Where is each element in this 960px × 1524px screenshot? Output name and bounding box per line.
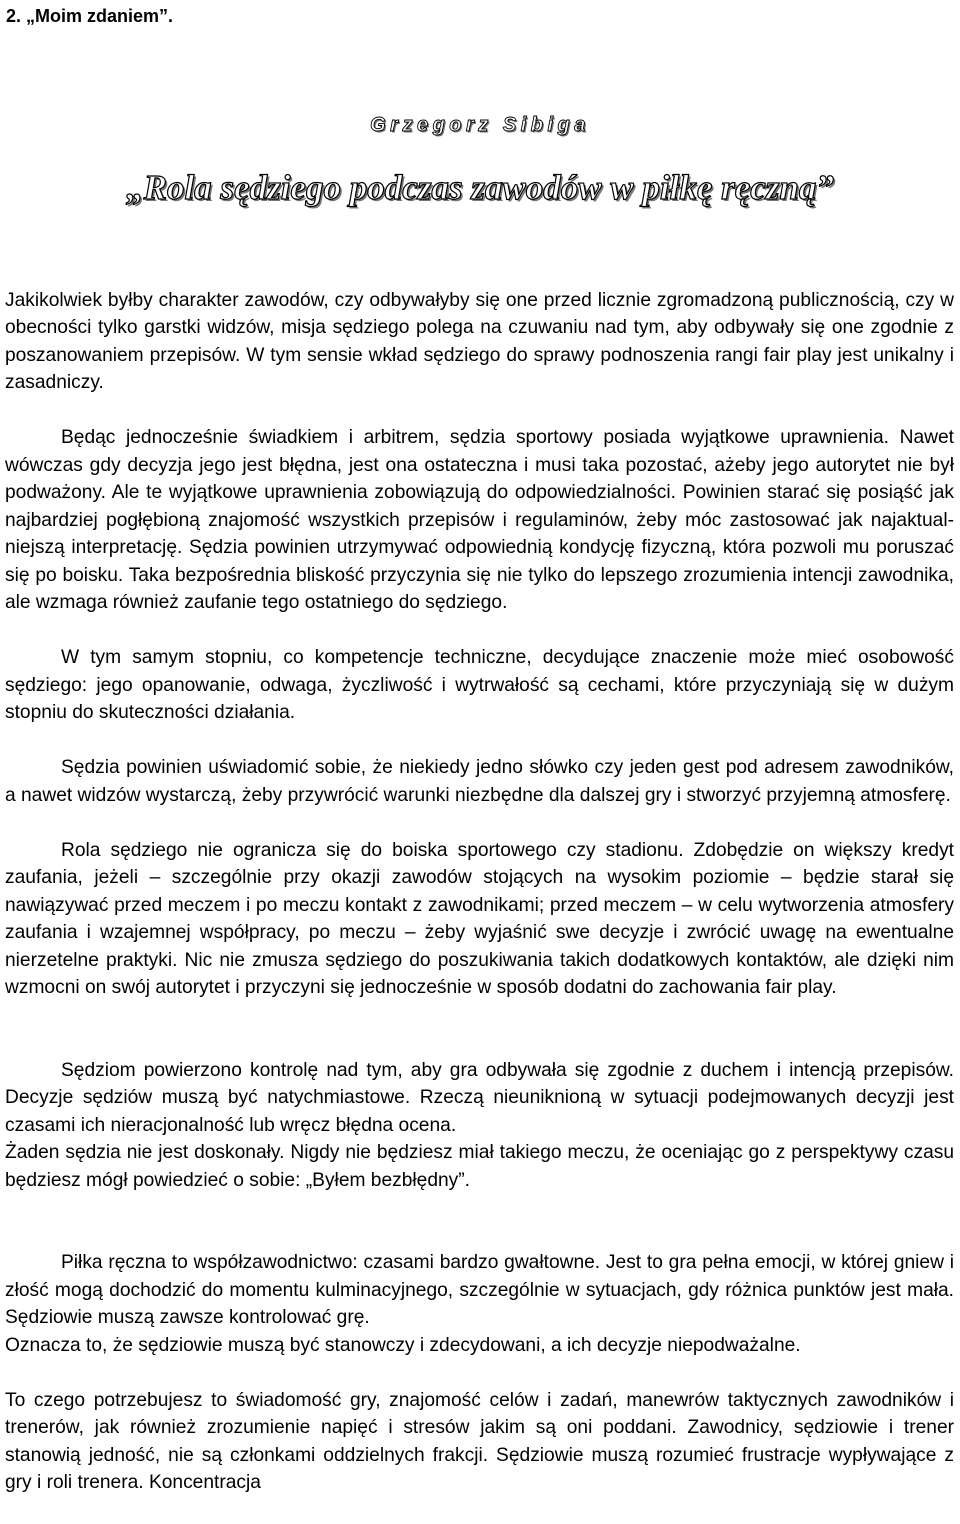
paragraph: Sędziom powierzono kontrolę nad tym, aby gra odbywała się zgodnie z duchem i intencją przepisów. Decyzje sędziów muszą być natychmiastowe. Rzeczą nieuniknioną w sytuacji podejmowanych decyzji jest czasami ich nieracjonalność lub wręcz błędna ocena. Żaden sędzia nie jest doskonały. Nigdy nie będziesz miał takiego meczu, że oceniając go z perspektywy czasu będziesz mógł powiedzieć o sobie: „Byłem bezbłędny”.: [5, 1059, 954, 1191]
section-heading: 2. „Moim zdaniem”.: [6, 6, 174, 26]
article-title: „Rola sędziego podczas zawodów w piłkę ręczną”: [126, 168, 834, 207]
author-name: Grzegorz Sibiga: [370, 114, 590, 136]
paragraph: Piłka ręczna to współzawodnictwo: czasami bardzo gwałtowne. Jest to gra pełna emocji, w której gniew i złość mogą dochodzić do momentu kulminacyjnego, szczególnie w sytuacjach, gdy różnica punktów jest mała. Sędziowie muszą zawsze kontrolować grę. Oznacza to, że sędziowie muszą być stanowczy i zdecydowani, a ich decyzje niepodważalne.: [5, 1252, 954, 1356]
paragraph: Jakikolwiek byłby charakter zawodów, czy odbywałyby się one przed licznie zgromadzoną publicznością, czy w obecności tylko garstki widzów, misja sędziego polega na czuwaniu nad tym, aby odbywały się one zgodnie z poszanowaniem przepisów. W tym sensie wkład sędziego do sprawy podnoszenia rangi fair play jest unikalny i zasadniczy.: [5, 289, 954, 393]
paragraph: W tym samym stopniu, co kompetencje techniczne, decydujące znaczenie może mieć osobowość sędziego: jego opanowanie, odwaga, życzliwość i wytrwałość są cechami, które przyczyniają się w dużym stopniu do skuteczności działania.: [5, 647, 954, 723]
paragraph: Będąc jednocześnie świadkiem i arbitrem, sędzia sportowy posiada wyjątkowe uprawnienia. Nawet wówczas gdy decyzja jego jest błędna, jest ona ostateczna i musi taka pozostać, ażeby jego autorytet nie był podważony. Ale te wyjątkowe uprawnienia zobowiązują do odpowiedzialności. Powinien starać się posiąść jak najbardziej pogłębioną znajomość wszystkich przepisów i regulaminów, żeby móc zastosować jak najaktualniejszą interpretację. Sędzia powinien utrzymywać odpowiednią kondycję fizyczną, która pozwoli mu poruszać się po boisku. Taka bezpośrednia bliskość przyczynia się nie tylko do lepszego zrozumienia intencji zawodnika, ale wzmaga również zaufanie tego ostatniego do sędziego.: [5, 427, 954, 613]
paragraph: Rola sędziego nie ogranicza się do boiska sportowego czy stadionu. Zdobędzie on większy kredyt zaufania, jeżeli – szczególnie przy okazji zawodów stojących na wysokim poziomie – będzie starał się nawiązywać przed meczem i po meczu kontakt z zawodnikami; przed meczem – w celu wytworzenia atmosfery zaufania i wzajemnej współpracy, po meczu – żeby wyjaśnić swe decyzje i zwrócić uwagę na ewentualne nierzetelne praktyki. Nic nie zmusza sędziego do poszukiwania takich dodatkowych kontaktów, ale dzięki nim wzmocni on swój autorytet i przyczyni się jednocześnie w sposób dodatni do zachowania fair play.: [5, 839, 954, 998]
paragraph: To czego potrzebujesz to świadomość gry, znajomość celów i zadań, manewrów taktycznych zawodników i trenerów, jak również zrozumienie napięć i stresów jakim są oni poddani. Zawodnicy, sędziowie i trener stanowią jedność, nie są członkami oddzielnych frakcji. Sędziowie muszą rozumieć frustracje wypływające z gry i roli trenera. Koncentracja: [5, 1389, 954, 1493]
article-body: [5, 259, 954, 1524]
paragraph: Sędzia powinien uświadomić sobie, że niekiedy jedno słówko czy jeden gest pod adresem zawodników, a nawet widzów wystarczą, żeby przywrócić warunki niezbędne dla dalszej gry i stworzyć przyjemną atmosferę.: [5, 757, 954, 806]
